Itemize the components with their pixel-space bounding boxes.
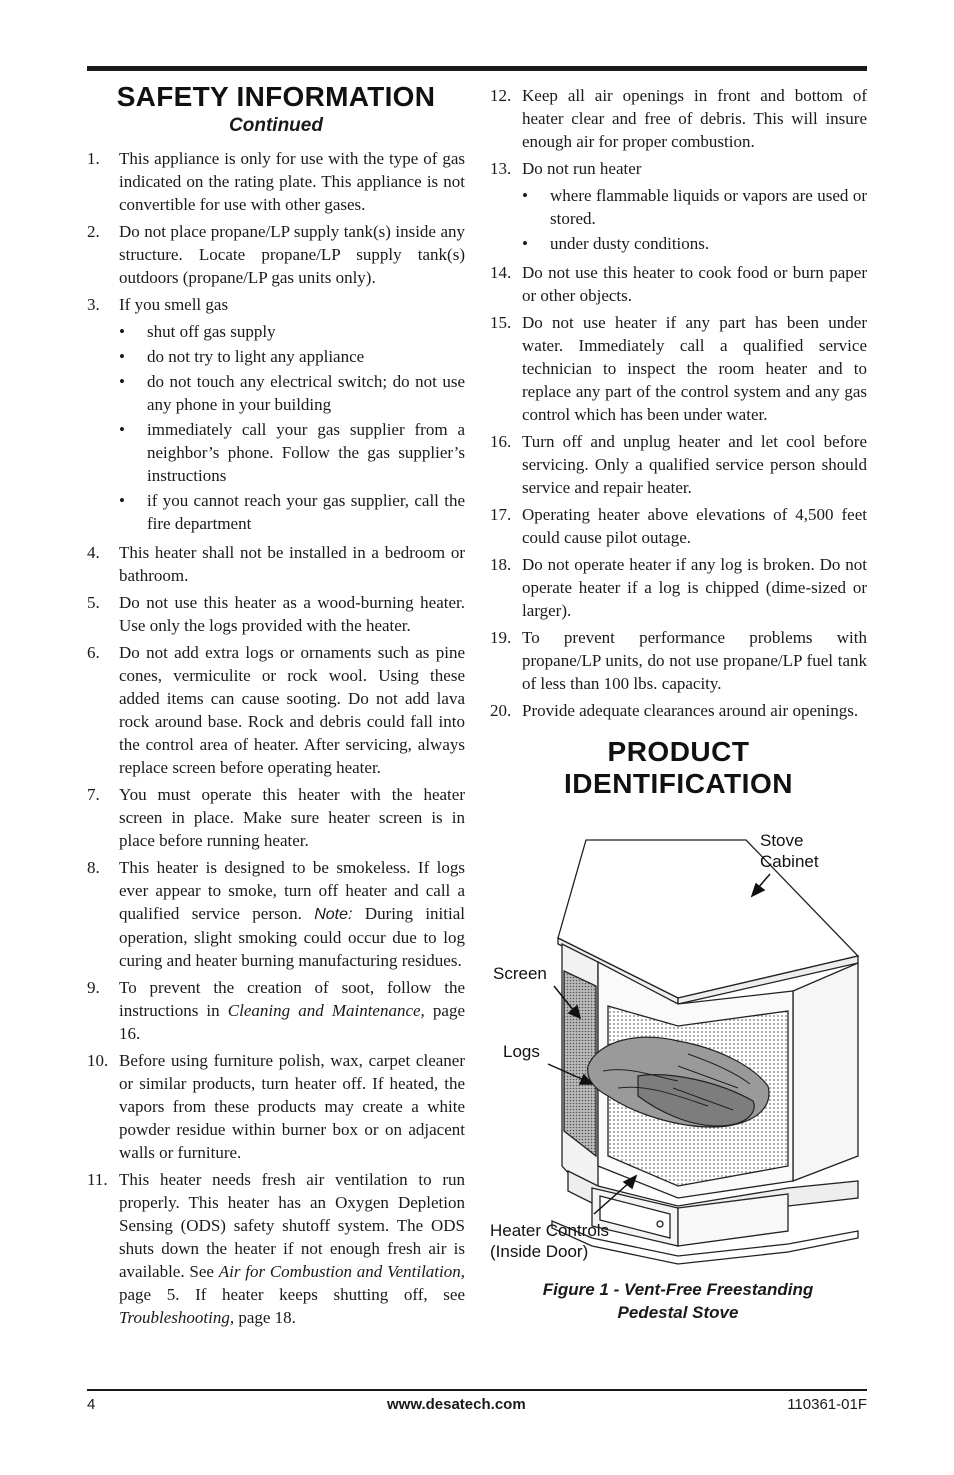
section-reference: Air for Combustion and Ventilation,: [218, 1262, 465, 1281]
item-number: 3.: [87, 295, 100, 314]
item-number: 1.: [87, 149, 100, 168]
list-item: [87, 1168, 465, 1329]
safety-list-continued: [490, 84, 867, 722]
item-number: 16.: [490, 432, 512, 451]
section-subtitle: Continued: [229, 115, 323, 136]
item-number: 17.: [490, 505, 512, 524]
list-item: [490, 699, 867, 722]
bullet-list: [522, 184, 867, 255]
item-number: 7.: [87, 785, 100, 804]
item-text: Do not operate heater if any log is broken. Do not operate heater if a log is chipped (dime-sized or larger).: [522, 555, 867, 620]
item-number: 14.: [490, 263, 512, 282]
list-item: [490, 626, 867, 695]
item-text: Do not use this heater to cook food or burn paper or other objects.: [522, 263, 867, 305]
bullet-item: • immediately call your gas supplier from a neighbor’s phone. Follow the gas supplier’s instructions: [119, 420, 465, 485]
item-number: 13.: [490, 159, 512, 178]
list-item: [87, 293, 465, 537]
bullet-item: • under dusty conditions.: [522, 234, 710, 253]
bullet-icon: •: [522, 186, 528, 205]
bullet-list: [119, 320, 465, 535]
list-item: [490, 430, 867, 499]
list-item: [87, 856, 465, 972]
bullet-item: • if you cannot reach your gas supplier, call the fire department: [119, 491, 465, 533]
bullet-icon: •: [522, 234, 528, 253]
stove-figure: [488, 826, 868, 1276]
document-code: 110361-01F: [787, 1396, 867, 1413]
item-number: 19.: [490, 628, 512, 647]
list-item: [490, 157, 867, 257]
item-number: 8.: [87, 858, 100, 877]
item-text: Keep all air openings in front and bottom of heater clear and free of debris. This will insure enough air for proper combustion.: [522, 86, 867, 151]
list-item: [87, 641, 465, 779]
label-heater-controls: Heater Controls (Inside Door): [490, 1221, 610, 1261]
bullet-item: • shut off gas supply: [119, 322, 276, 341]
list-item: [490, 311, 867, 426]
item-number: 18.: [490, 555, 512, 574]
item-text: To prevent performance problems with propane/LP units, do not use propane/LP fuel tank of less than 100 lbs. capacity.: [522, 628, 867, 693]
item-number: 10.: [87, 1051, 109, 1070]
stove-illustration: [488, 826, 868, 1276]
bullet-icon: •: [119, 322, 125, 341]
item-number: 2.: [87, 222, 100, 241]
figure-caption: Figure 1 - Vent-Free Freestanding Pedestal Stove: [542, 1280, 814, 1322]
item-body: To prevent the creation of soot, follow the instructions in Cleaning and Maintenance, page 16.: [119, 978, 466, 1043]
safety-list: [87, 147, 465, 1329]
item-text: Do not place propane/LP supply tank(s) inside any structure. Locate propane/LP supply tank(s) outdoors (propane/LP gas units only).: [119, 222, 465, 287]
bullet-icon: •: [119, 372, 125, 391]
item-number: 5.: [87, 593, 100, 612]
item-text: Do not use heater if any part has been under water. Immediately call a qualified service technician to inspect the room heater and to replace any part of the control system and any gas control which has been under water.: [522, 313, 867, 424]
website-link[interactable]: www.desatech.com: [387, 1396, 526, 1413]
list-item: [87, 591, 465, 637]
item-text: If you smell gas: [119, 295, 229, 314]
section-title-product: PRODUCT IDENTIFICATION: [564, 736, 793, 799]
bullet-item: • do not try to light any appliance: [119, 347, 365, 366]
section-reference: Troubleshooting,: [119, 1308, 235, 1327]
item-text: This appliance is only for use with the type of gas indicated on the rating plate. This appliance is not convertible for use with other gases.: [119, 149, 465, 214]
list-item: [87, 541, 465, 587]
list-item: [490, 553, 867, 622]
bullet-icon: •: [119, 347, 125, 366]
item-text: This heater shall not be installed in a bedroom or bathroom.: [119, 543, 465, 585]
section-reference: Cleaning and Maintenance,: [227, 1001, 425, 1020]
label-logs: Logs: [503, 1042, 540, 1061]
item-number: 9.: [87, 978, 100, 997]
item-body: This heater is designed to be smokeless. If logs ever appear to smoke, turn off heater and call a qualified service person. Note: During initial operation, slight smoking could occur due to log curing and heater burning manufacturing residues.: [119, 858, 465, 970]
section-title-safety: SAFETY INFORMATION: [116, 81, 436, 112]
bullet-item: • do not touch any electrical switch; do not use any phone in your building: [119, 372, 465, 414]
item-body: [119, 293, 465, 537]
list-item: [490, 84, 867, 153]
bullet-icon: •: [119, 491, 125, 510]
list-item: [490, 503, 867, 549]
item-text: Before using furniture polish, wax, carpet cleaner or similar products, turn heater off. If heated, the vapors from these products may create a white powder residue within burner box or on adjacent walls or furniture.: [119, 1051, 465, 1162]
item-number: 4.: [87, 543, 100, 562]
list-item: [87, 220, 465, 289]
page-number: 4: [87, 1396, 96, 1413]
list-item: [87, 1049, 465, 1164]
label-stove-cabinet: Stove Cabinet: [760, 831, 819, 871]
item-text: You must operate this heater with the heater screen in place. Make sure heater screen is in place before running heater.: [119, 785, 465, 850]
label-screen: Screen: [493, 964, 547, 983]
item-text: Do not use this heater as a wood-burning heater. Use only the logs provided with the heater.: [119, 593, 465, 635]
list-item: [87, 147, 465, 216]
left-column: [87, 82, 465, 1333]
item-text: Do not run heater: [522, 159, 642, 178]
list-item: [490, 261, 867, 307]
list-item: [87, 783, 465, 852]
item-number: 12.: [490, 86, 512, 105]
item-text: Turn off and unplug heater and let cool before servicing. Only a qualified service person should service and repair heater.: [522, 432, 867, 497]
list-item: [87, 976, 465, 1045]
item-number: 20.: [490, 701, 512, 720]
item-number: 15.: [490, 313, 512, 332]
bullet-item: • where flammable liquids or vapors are used or stored.: [522, 186, 867, 228]
top-rule: [87, 66, 867, 71]
right-column: [490, 84, 867, 800]
item-number: 11.: [87, 1170, 108, 1189]
item-body: [522, 157, 867, 257]
note-label: Note:: [314, 906, 353, 923]
item-text: Do not add extra logs or ornaments such as pine cones, vermiculite or rock wool. Using these added items can cause sooting. Do not add lava rock around base. Rock and debris could fall into the control area of heater. After servicing, always replace screen before operating heater.: [119, 643, 465, 777]
bullet-icon: •: [119, 420, 125, 439]
item-text: Provide adequate clearances around air openings.: [522, 701, 859, 720]
item-body: This heater needs fresh air ventilation to run properly. This heater has an Oxygen Depletion Sensing (ODS) safety shutoff system. The ODS shuts down the heater if not enough fresh air is available. See Air for Combustion and Ventilation, page 5. If heater keeps shutting off, see Troubleshooting, page 18.: [119, 1170, 465, 1327]
item-number: 6.: [87, 643, 100, 662]
bottom-rule: [87, 1389, 867, 1391]
item-text: Operating heater above elevations of 4,500 feet could cause pilot outage.: [522, 505, 867, 547]
